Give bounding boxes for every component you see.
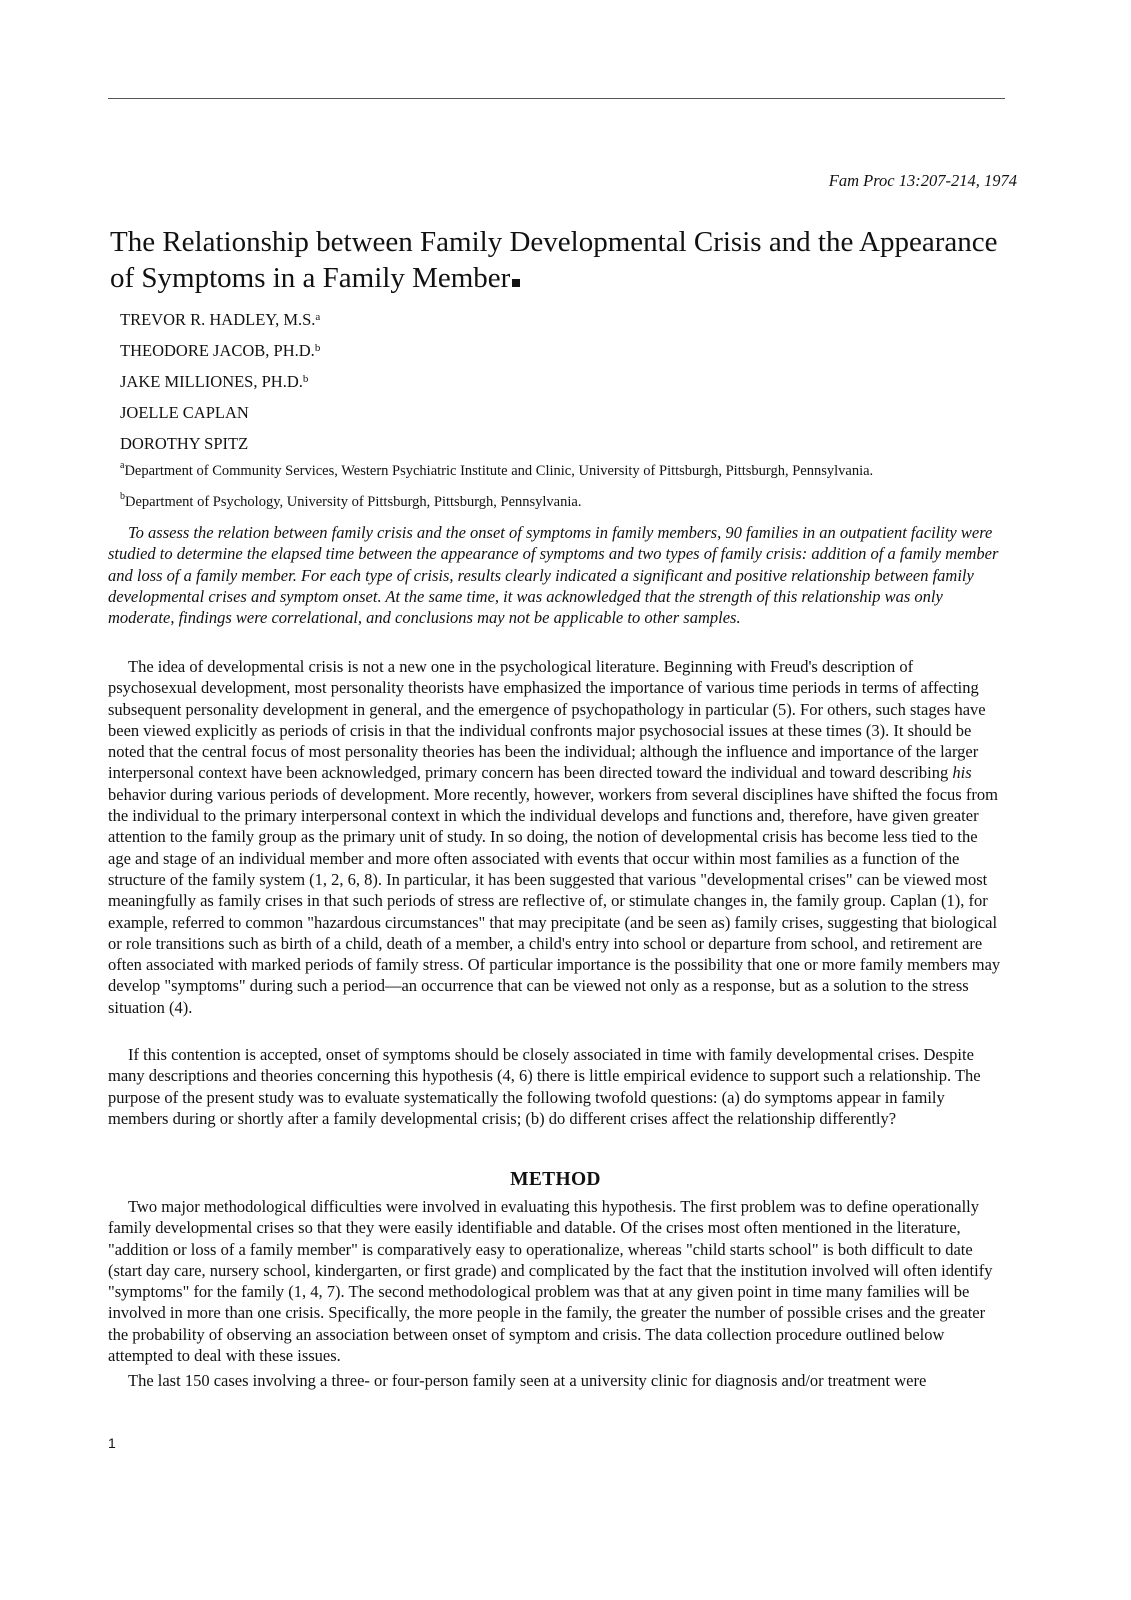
author-name: TREVOR R. HADLEY, M.S.$^a$ <box>120 310 321 329</box>
author-name: THEODORE JACOB, PH.D.$^b$ <box>120 341 321 360</box>
abstract <box>108 522 1003 628</box>
intro-paragraph-1: The idea of developmental crisis is not a new one in the psychological literature. Beginning with Freud's description of psychosexual development, most personality theorists have emphasized the importance of various time periods in terms of affecting subsequent personality development in general, and the emergence of psychopathology in particular (5). For others, such stages have been viewed explicitly as periods of crisis in that the individual confronts major psychosocial issues at these times (3). It should be noted that the central focus of most personality theories has been the individual; although the influence and importance of the larger interpersonal context have been acknowledged, primary concern has been directed toward the individual and toward describing his behavior during various periods of development. More recently, however, workers from several disciplines have shifted the focus from the individual to the primary interpersonal context in which the individual develops and functions and, therefore, have given greater attention to the family group as the primary unit of study. In so doing, the notion of developmental crisis has become less tied to the age and stage of an individual member and more often associated with events that occur within most families as a function of the structure of the family system (1, 2, 6, 8). In particular, it has been suggested that various "developmental crises" can be viewed most meaningfully as family crises in that such periods of stress are reflective of, or stimulate changes in, the family group. Caplan (1), for example, referred to common "hazardous circumstances" that may precipitate (and be seen as) family crises, suggesting that biological or role transitions such as birth of a child, death of a member, a child's entry into school or departure from school, and retirement are often associated with marked periods of family stress. Of particular importance is the possibility that one or more family members may develop "symptoms" during such a period—an occurrence that can be viewed not only as a response, but as a solution to the stress situation (4). <box>108 657 1001 1017</box>
header-rule <box>108 98 1005 99</box>
author-name: DOROTHY SPITZ <box>120 434 249 453</box>
journal-citation: Fam Proc 13:207-214, 1974 <box>828 171 1017 190</box>
method-paragraph-1: Two major methodological difficulties were involved in evaluating this hypothesis. The first problem was to define operationally family developmental crises so that they were easily identifiable and datable. Of the crises most often mentioned in the literature, "addition or loss of a family member" is comparatively easy to operationalize, whereas "child starts school" is both difficult to date (start day care, nursery school, kindergarten, or first grade) and complicated by the fact that the institution involved will often identify "symptoms" for the family (1, 4, 7). The second methodological problem was that at any given point in time many families will be involved in more than one crisis. Specifically, the more people in the family, the greater the number of possible crises and the greater the probability of observing an association between onset of symptom and crisis. The data collection procedure outlined below attempted to deal with these issues. <box>108 1197 993 1366</box>
intro-paragraph-2: If this contention is accepted, onset of symptoms should be closely associated in time with family developmental crises. Despite many descriptions and theories concerning this hypothesis (4, 6) there is little empirical evidence to support such a relationship. The purpose of the present study was to evaluate systematically the following twofold questions: (a) do symptoms appear in family members during or shortly after a family developmental crisis; (b) do different crises affect the relationship differently? <box>108 1045 981 1128</box>
article-title <box>110 224 1010 296</box>
abstract-paragraph: To assess the relation between family crisis and the onset of symptoms in family members, 90 families in an outpatient facility were studied to determine the elapsed time between the appearance of symptoms and two types of family crisis: addition of a family member and loss of a family member. For each type of crisis, results clearly indicated a significant and positive relationship between family developmental crises and symptom onset. At the same time, it was acknowledged that the strength of this relationship was only moderate, findings were correlational, and conclusions may not be applicable to other samples. <box>108 523 999 628</box>
section-heading-method: METHOD <box>510 1169 601 1190</box>
page-number: 1 <box>108 1435 116 1451</box>
affiliation-b: $^b$Department of Psychology, University of Pittsburgh, Pittsburgh, Pennsylvania. <box>120 491 582 510</box>
emphasis-his: his <box>952 763 972 783</box>
author-name: JOELLE CAPLAN <box>120 403 249 422</box>
article-title-text: The Relationship between Family Developmental Crisis and the Appearance of Symptoms in a Family Member <box>110 226 998 294</box>
method-paragraph-2: The last 150 cases involving a three- or four-person family seen at a university clinic for diagnosis and/or treatment were <box>128 1371 927 1390</box>
affiliation-a: $^a$Department of Community Services, Western Psychiatric Institute and Clinic, University of Pittsburgh, Pittsburgh, Pennsylvania. <box>120 460 874 479</box>
author-name: JAKE MILLIONES, PH.D.$^b$ <box>120 372 309 391</box>
footnote-marker-icon <box>512 279 520 287</box>
author-list <box>120 310 320 465</box>
